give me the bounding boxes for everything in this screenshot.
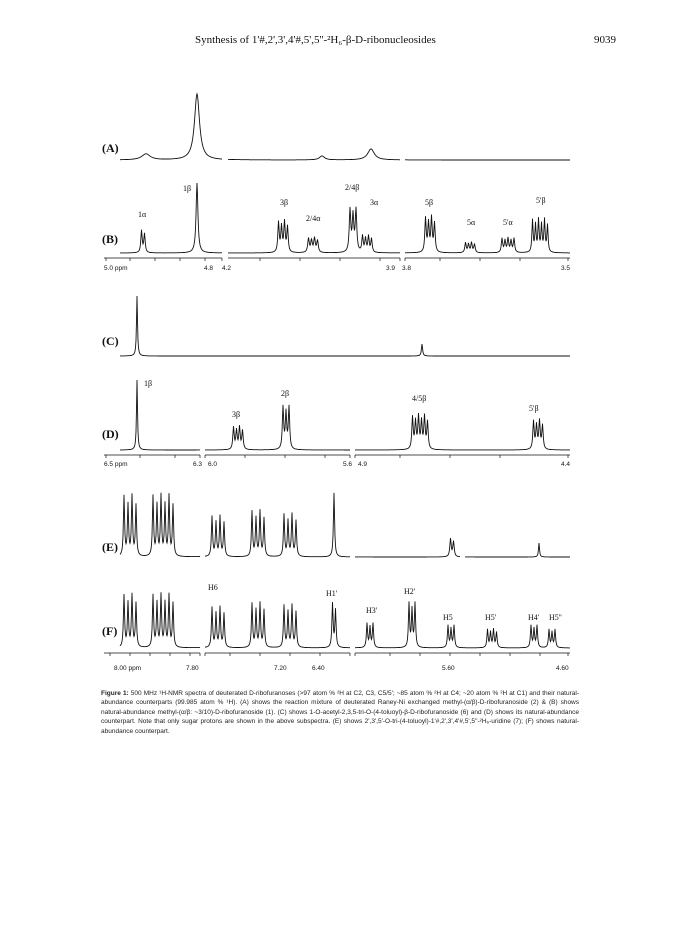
peak-label-b-24a: 2/4α — [306, 214, 321, 223]
axis-f-label-5: 4.60 — [556, 665, 569, 672]
running-title: Synthesis of 1'#,2',3',4'#,5',5''-²H₆-β-D-ribonucleosides — [195, 34, 436, 46]
peak-label-d-3b: 3β — [232, 410, 241, 419]
peak-label-d-5pb: 5'β — [529, 404, 539, 413]
caption-label: Figure 1: — [101, 690, 129, 697]
peak-label-f-h4p: H4' — [528, 613, 540, 622]
axis-b-label-5: 3.5 — [561, 265, 571, 272]
axis-b-label-0: 5.0 ppm — [104, 265, 128, 272]
spectrum-d-segment-0 — [120, 380, 200, 450]
spectrum-f-segment-0 — [120, 592, 200, 647]
axis-b-label-2: 4.2 — [222, 265, 232, 272]
axis-d-label-5: 4.4 — [561, 461, 571, 468]
axis-d-label-2: 6.0 — [208, 461, 218, 468]
axis-d-label-3: 5.6 — [343, 461, 353, 468]
spectrum-e-segment-0 — [120, 493, 200, 557]
panel-label-d: (D) — [102, 427, 119, 441]
peak-label-f-h5pp: H5'' — [549, 613, 562, 622]
peak-label-b-1b: 1β — [183, 184, 192, 193]
axis-f-label-4: 5.60 — [442, 665, 455, 672]
spectra-traces — [104, 94, 570, 656]
spectrum-e-segment-1 — [205, 493, 350, 557]
spectrum-f-segment-2 — [355, 601, 570, 648]
spectrum-a-segment-0 — [120, 94, 222, 160]
spectrum-e-segment-3 — [465, 543, 570, 557]
peak-label-b-5pa: 5'α — [503, 218, 513, 227]
peak-label-d-1b: 1β — [144, 379, 153, 388]
peak-label-f-h3p: H3' — [366, 606, 378, 615]
axis-b-label-4: 3.8 — [402, 265, 412, 272]
axis-f-label-3: 6.40 — [312, 665, 325, 672]
peak-label-d-45b: 4/5β — [412, 394, 427, 403]
spectrum-d-segment-2 — [355, 413, 570, 450]
peak-label-f-h6: H6 — [208, 583, 218, 592]
axis-f-label-2: 7.20 — [274, 665, 287, 672]
peak-label-f-h1p: H1' — [326, 589, 338, 598]
axis-d-label-4: 4.9 — [358, 461, 368, 468]
spectrum-c-segment-0 — [120, 296, 570, 356]
spectrum-b-segment-0 — [120, 183, 222, 253]
panel-label-e: (E) — [102, 540, 118, 554]
spectrum-b-segment-2 — [405, 215, 570, 253]
figure-caption — [101, 689, 579, 736]
axis-b-label-3: 3.9 — [386, 265, 396, 272]
panel-label-a: (A) — [102, 141, 119, 155]
panel-label-b: (B) — [102, 232, 118, 246]
peak-label-b-5pb: 5'β — [536, 196, 546, 205]
spectrum-a-segment-1 — [228, 149, 400, 160]
spectrum-e-segment-2 — [355, 538, 460, 557]
peak-label-f-h5: H5 — [443, 613, 453, 622]
peak-label-b-5b: 5β — [425, 198, 434, 207]
axis-d-label-0: 6.5 ppm — [104, 461, 128, 468]
caption-text: 500 MHz ¹H-NMR spectra of deuterated D-ribofuranoses (>97 atom % ²H at C2, C3, C5/5'; ~85 atom % ²H at C4; ~20 atom % ²H at C1) and their natural-abundance counterparts (99.985 atom % ¹H). (A) shows the reaction mixture of deuterated Raney-Ni exchanged methyl-(α/β)-D-ribofuranoside (2) & (B) shows natural-abundance methyl-(α/β: ~3/10)-D-ribofuranoside (1). (C) shows 1-O-acetyl-2,3,5-tri-O-(4-toluoyl)-β-D-ribofuranoside (6) and (D) shows its natural-abundance counterpart. Note that only sugar protons are shown in the above subspectra. (E) shows 2',3',5'-O-tri-(4-toluoyl)-1'#,2',3',4'#,5',5''-²H₆-uridine (7); (F) shows natural-abundance counterpart. — [101, 690, 579, 735]
page-number: 9039 — [594, 34, 616, 46]
axis-f-label-1: 7.80 — [186, 665, 199, 672]
axis-d-label-1: 6.3 — [193, 461, 203, 468]
axis-f-label-0: 8.00 ppm — [114, 665, 142, 672]
spectrum-d-segment-1 — [205, 405, 350, 450]
panel-label-c: (C) — [102, 334, 119, 348]
peak-label-b-3b: 3β — [280, 198, 289, 207]
peak-label-b-24b: 2/4β — [345, 183, 360, 192]
panel-label-f: (F) — [102, 624, 118, 638]
axis-b-label-1: 4.8 — [204, 265, 214, 272]
spectrum-f-segment-1 — [205, 601, 350, 647]
peak-label-b-5a: 5α — [467, 218, 476, 227]
peak-label-f-h5p: H5' — [485, 613, 497, 622]
peak-label-f-h2p: H2' — [404, 587, 416, 596]
peak-label-d-2b: 2β — [281, 389, 290, 398]
peak-label-b-1a: 1α — [138, 210, 147, 219]
peak-label-b-3a: 3α — [370, 198, 379, 207]
